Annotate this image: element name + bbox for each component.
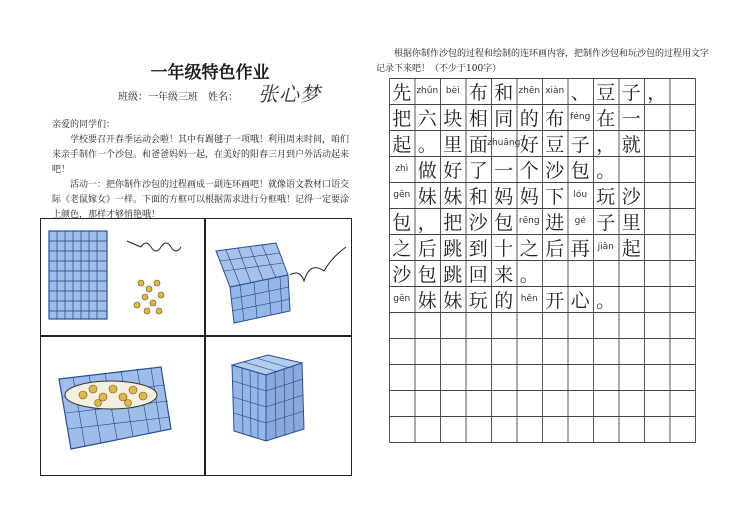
pinyin-cell: gēn <box>393 294 411 304</box>
character-cell: 下 <box>545 185 565 208</box>
grid-line-9 <box>389 286 695 312</box>
worksheet-title: 一年级特色作业 <box>150 63 270 83</box>
grid-line-6 <box>389 208 695 234</box>
character-cell: 的 <box>519 107 539 130</box>
paragraph-activity: 活动一：把你制作沙包的过程画成一副连环画吧！就像语文教材口语交际《老鼠嫁女》一样。下面的方框可以根据需求进行分框哦！记得一定要涂上颜色，那样才够悄艳哦！ <box>52 180 350 220</box>
writing-instructions <box>376 47 716 77</box>
character-cell: 开 <box>545 289 565 312</box>
character-cell: 后 <box>417 237 437 260</box>
panel-finished-sandbag <box>206 337 351 475</box>
character-cell: 把 <box>443 211 463 234</box>
pinyin-cell: hěn <box>520 294 538 304</box>
grid-line-1 <box>389 78 695 104</box>
character-cell: 就 <box>621 133 641 156</box>
character-cell: 十 <box>494 237 514 260</box>
character-cell: 再 <box>570 237 590 260</box>
letter-text <box>52 118 352 223</box>
character-cell: 子 <box>621 81 641 104</box>
character-cell: 布 <box>545 107 565 130</box>
class-value: 一年级三班 <box>148 92 198 103</box>
character-cell: 玩 <box>468 289 488 312</box>
character-cell: 先 <box>392 81 412 104</box>
character-cell: 在 <box>596 107 616 130</box>
character-cell: 做 <box>417 159 437 182</box>
pinyin-cell: xiàn <box>545 86 565 96</box>
student-name: 张心梦 <box>258 82 321 106</box>
character-cell: 跳 <box>443 263 463 286</box>
character-cell: 、 <box>570 81 590 104</box>
character-cell: 和 <box>494 81 514 104</box>
character-cell: 妹 <box>443 185 463 208</box>
pinyin-cell: gēn <box>393 190 411 200</box>
class-label: 班级： <box>118 92 148 103</box>
character-cell: 好 <box>443 159 463 182</box>
panel-cloth-and-needle <box>41 219 204 335</box>
character-cell: 同 <box>494 107 514 130</box>
character-cell: ， <box>647 81 667 104</box>
character-cell: 起 <box>392 133 412 156</box>
character-cell: 回 <box>468 263 488 286</box>
character-cell: 把 <box>392 107 412 130</box>
paragraph-intro: 学校要召开春季运动会啦！其中有踢毽子一项哦！利用周末时间，咱们来亲手制作一个沙包。和爸爸妈妈一起，在美好的阳春三月到户外活动起来吧！ <box>52 135 350 175</box>
character-cell: 和 <box>468 185 488 208</box>
pinyin-cell: jiǎn <box>597 242 614 252</box>
character-cell: 沙 <box>545 159 565 182</box>
pinyin-cell: zhēn <box>518 86 541 96</box>
character-cell: 包 <box>570 159 590 182</box>
character-cell: 块 <box>443 107 463 130</box>
character-cell: 。 <box>417 133 437 156</box>
character-cell: 一 <box>494 159 514 182</box>
grid-line-5 <box>389 182 695 208</box>
pinyin-cell: lóu <box>573 190 588 200</box>
character-cell: 豆 <box>596 81 616 104</box>
character-cell: 来 <box>494 263 514 286</box>
grid-line-7 <box>389 234 695 260</box>
pinyin-cell: féng <box>570 112 591 122</box>
pinyin-cell: gé <box>574 216 586 226</box>
character-cell: 跳 <box>443 237 463 260</box>
character-cell: 进 <box>545 211 565 234</box>
character-cell: 沙 <box>468 211 488 234</box>
character-cell: 。 <box>596 289 616 312</box>
character-cell: 妈 <box>494 185 514 208</box>
character-cell: 之 <box>392 237 412 260</box>
character-cell: 子 <box>570 133 590 156</box>
character-cell: 面 <box>468 133 488 156</box>
panel-filling-beans <box>41 337 204 475</box>
pinyin-cell: rēng <box>518 216 540 226</box>
character-cell: 之 <box>519 237 539 260</box>
character-cell: 的 <box>494 289 514 312</box>
character-cell: 个 <box>519 159 539 182</box>
grid-line-3 <box>389 130 695 156</box>
pinyin-cell: bèi <box>445 86 460 96</box>
greeting: 亲爱的同学们： <box>52 120 116 130</box>
character-cell: 包 <box>392 211 412 234</box>
grid-line-2 <box>389 104 695 130</box>
character-cell: 里 <box>443 133 463 156</box>
character-cell: ， <box>417 211 437 234</box>
character-cell: 豆 <box>545 133 565 156</box>
character-cell: 好 <box>519 133 539 156</box>
character-cell: 。 <box>596 159 616 182</box>
character-cell: 一 <box>621 107 641 130</box>
character-cell: 六 <box>417 107 437 130</box>
character-cell: 妹 <box>417 289 437 312</box>
beans-drawing <box>134 280 164 314</box>
pinyin-cell: zhì <box>395 164 409 174</box>
character-cell: 布 <box>468 81 488 104</box>
character-cell: 妹 <box>443 289 463 312</box>
character-cell: 到 <box>468 237 488 260</box>
character-cell: 包 <box>417 263 437 286</box>
comic-frame <box>40 218 352 476</box>
pinyin-cell: zhuāng <box>487 138 521 148</box>
character-cell: 沙 <box>392 263 412 286</box>
character-cell: 了 <box>468 159 488 182</box>
character-cell: 子 <box>596 211 616 234</box>
character-cell: 心 <box>570 289 590 312</box>
panel-sewing <box>206 219 351 335</box>
character-cell: 后 <box>545 237 565 260</box>
character-cell: 包 <box>494 211 514 234</box>
character-cell: ， <box>596 133 616 156</box>
character-cell: 。 <box>519 263 539 286</box>
character-cell: 妹 <box>417 185 437 208</box>
cloth-piece-drawing <box>49 231 107 319</box>
needle-and-thread-drawing <box>127 241 181 251</box>
character-cell: 里 <box>621 211 641 234</box>
character-cell: 沙 <box>621 185 641 208</box>
instructions-text: 根据你制作沙包的过程和绘制的连环画内容，把制作沙包和玩沙包的过程用文字记录下来吧！（不少于100字） <box>376 49 710 74</box>
grid-line-8 <box>389 260 695 286</box>
character-cell: 起 <box>621 237 641 260</box>
character-cell: 玩 <box>596 185 616 208</box>
pinyin-cell: zhǔn <box>416 86 439 96</box>
class-info <box>118 88 238 103</box>
character-cell: 妈 <box>519 185 539 208</box>
grid-line-4 <box>389 156 695 182</box>
character-cell: 相 <box>468 107 488 130</box>
name-label: 姓名： <box>208 92 238 103</box>
